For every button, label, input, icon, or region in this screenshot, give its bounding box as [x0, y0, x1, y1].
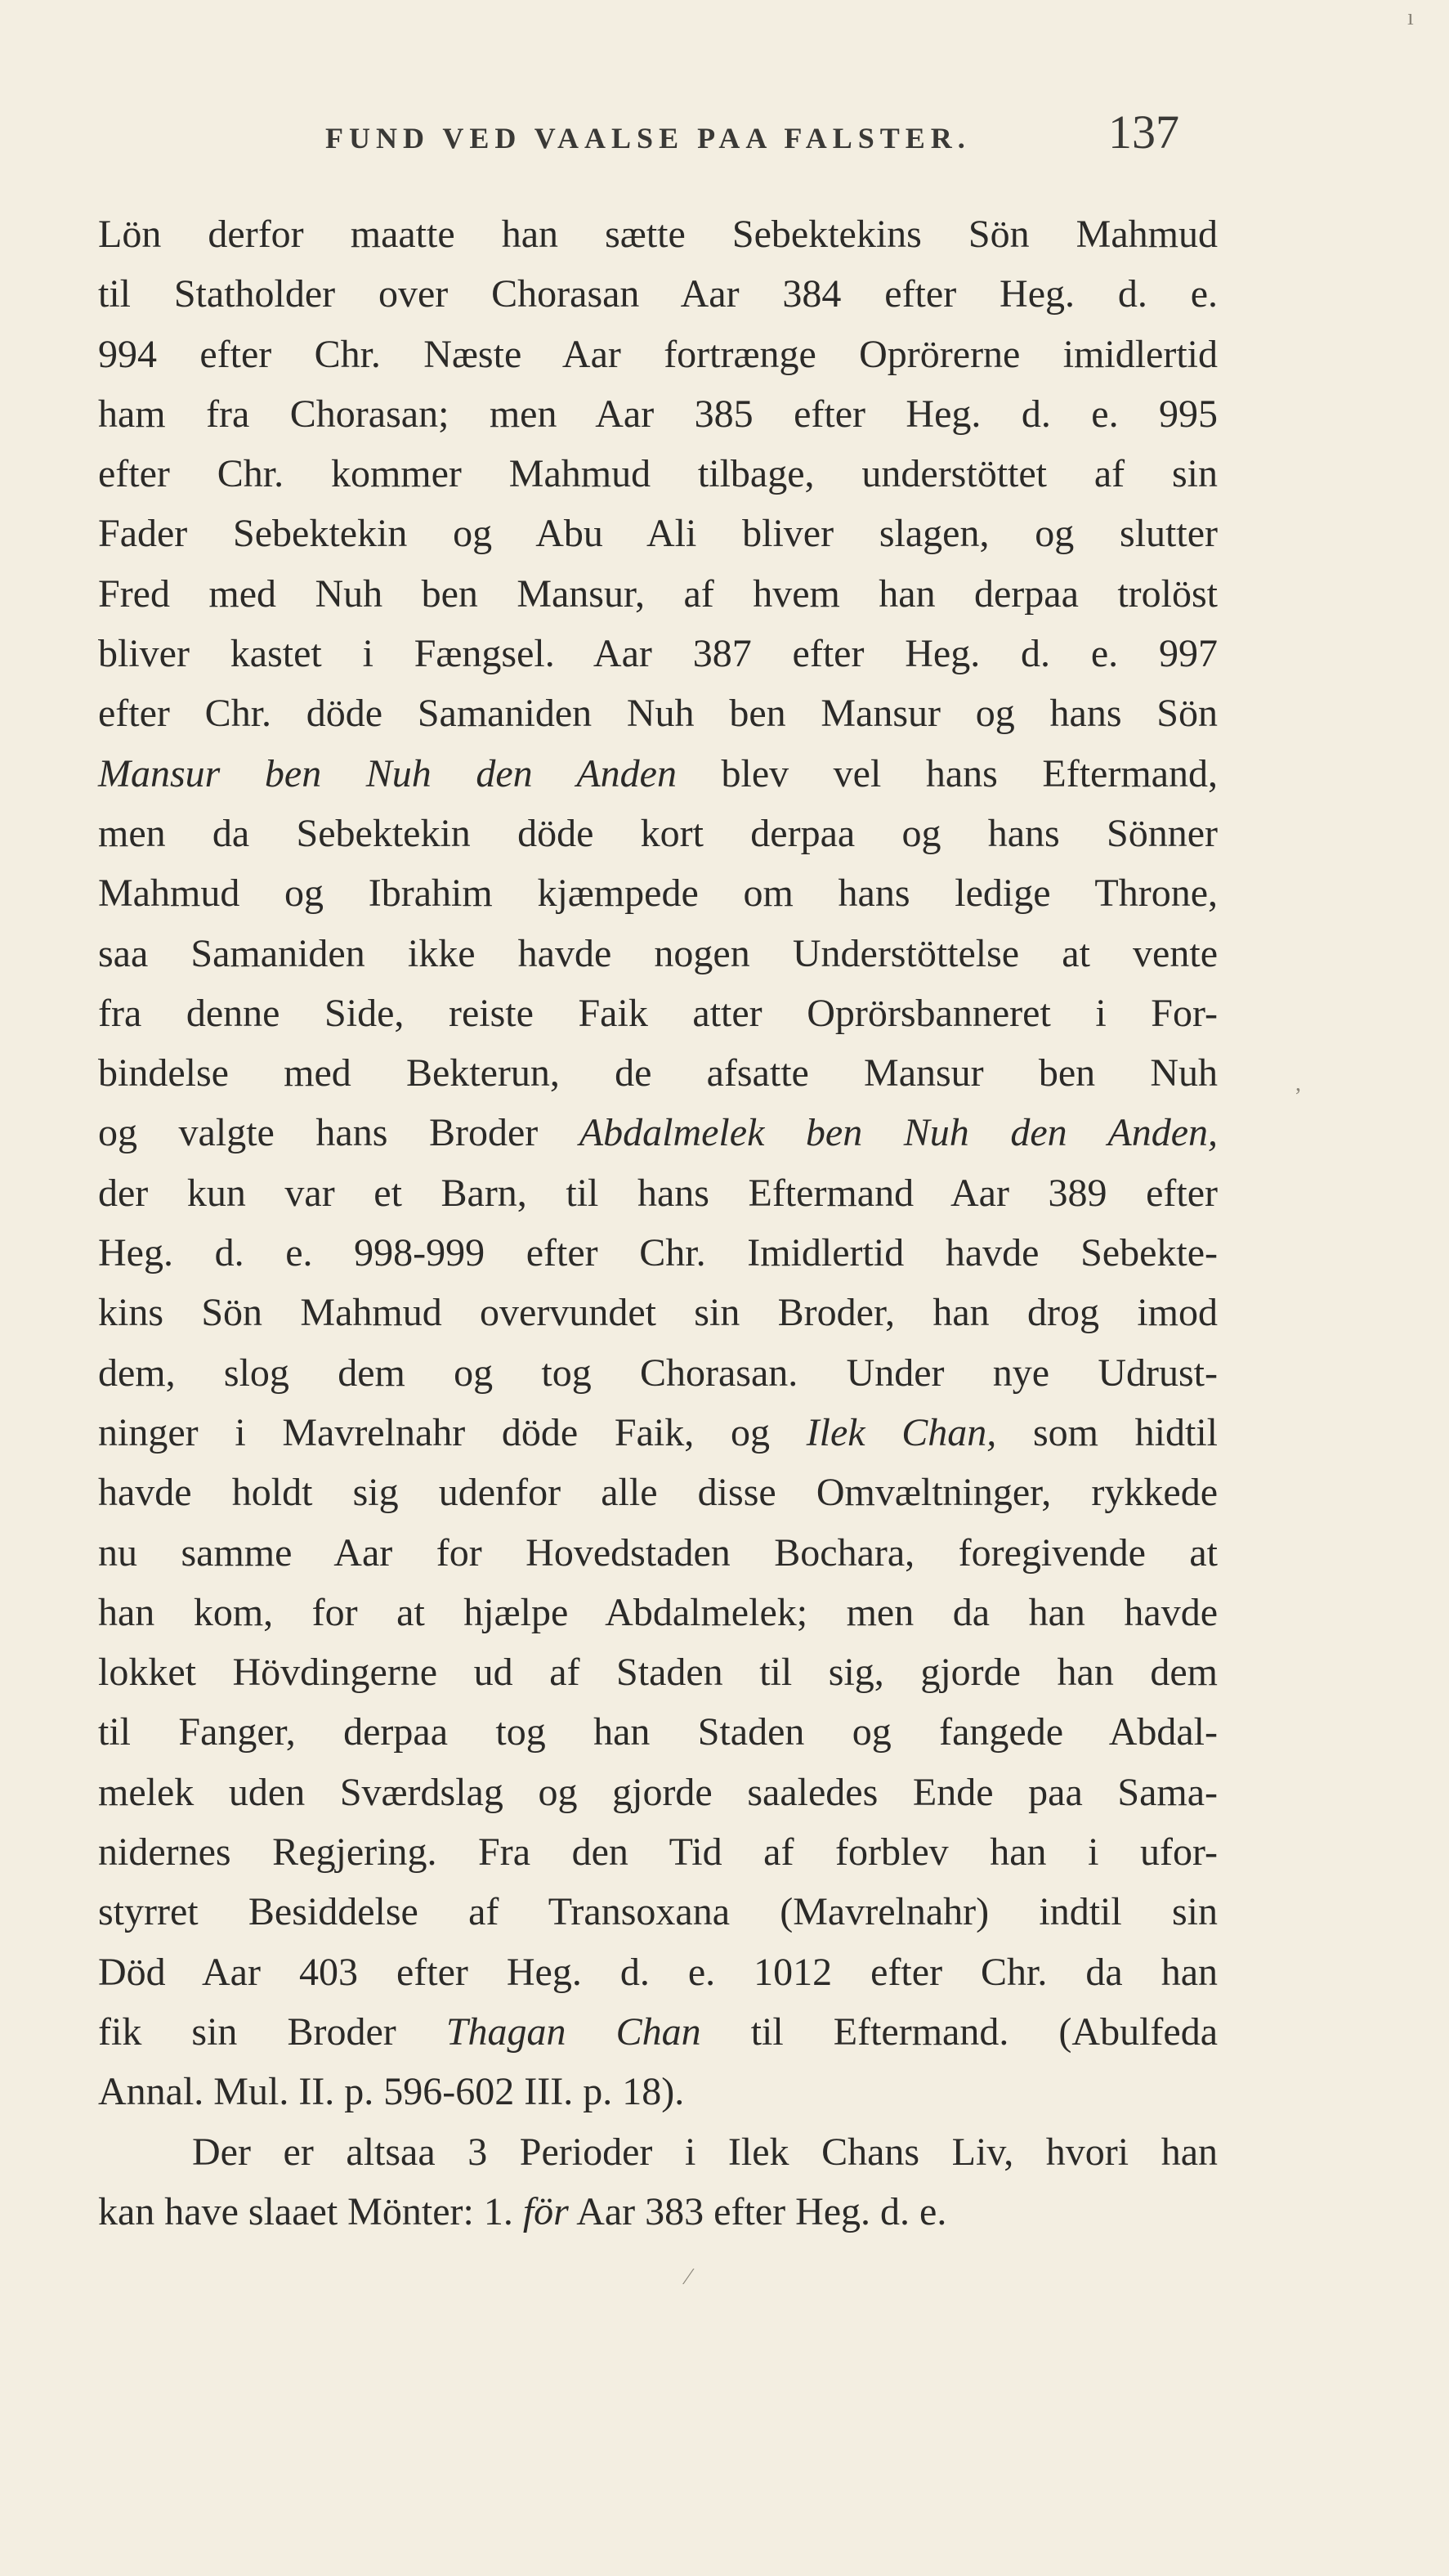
text-segment: og valgte hans Broder — [98, 1111, 579, 1155]
text-line — [98, 204, 1218, 264]
text-segment: havde holdt sig udenfor alle disse Omvæltninger, rykkede — [98, 1471, 1218, 1515]
text-segment: Mahmud og Ibrahim kjæmpede om hans ledige Throne, — [98, 871, 1218, 916]
text-line — [98, 1642, 1218, 1702]
text-segment: kan have slaaet Mönter: 1. — [98, 2189, 523, 2233]
text-segment: der kun var et Barn, til hans Eftermand Aar 389 efter — [98, 1171, 1218, 1215]
text-segment: Fader Sebektekin og Abu Ali bliver slagen, og slutter — [98, 512, 1218, 556]
text-line — [98, 804, 1218, 863]
text-segment: styrret Besiddelse af Transoxana (Mavrelnahr) indtil sin — [98, 1890, 1218, 1934]
text-line — [98, 264, 1218, 324]
text-line — [98, 444, 1218, 504]
text-segment: til Eftermand. (Abulfeda — [700, 2009, 1219, 2054]
text-line — [98, 1163, 1218, 1223]
italic-text: Ilek Chan, — [806, 1410, 997, 1454]
text-segment: fik sin Broder — [98, 2009, 446, 2054]
text-line — [98, 2122, 1218, 2182]
text-line — [98, 1343, 1218, 1403]
running-title: FUND VED VAALSE PAA FALSTER. — [325, 122, 971, 155]
text-line — [98, 1523, 1218, 1583]
text-line — [98, 564, 1218, 624]
text-segment: blev vel hans Eftermand, — [676, 751, 1218, 795]
text-segment: til Fanger, derpaa tog han Staden og fangede Abdal- — [98, 1710, 1218, 1754]
text-line — [98, 1882, 1218, 1942]
page-speck: ⁄ — [686, 2265, 691, 2290]
text-line — [98, 2002, 1218, 2062]
italic-text: Mansur ben Nuh den Anden — [98, 751, 677, 795]
text-line — [98, 1763, 1218, 1822]
text-line — [98, 2062, 1218, 2121]
text-segment: bindelse med Bekterun, de afsatte Mansur ben Nuh — [98, 1051, 1218, 1095]
text-segment: saa Samaniden ikke havde nogen Understöttelse at vente — [98, 931, 1218, 975]
text-segment: ninger i Mavrelnahr döde Faik, og — [98, 1410, 807, 1454]
text-line — [98, 1223, 1218, 1283]
text-segment: 994 efter Chr. Næste Aar fortrænge Oprörerne imidlertid — [98, 332, 1218, 376]
italic-text: Abdalmelek ben Nuh den Anden, — [579, 1111, 1218, 1155]
text-segment: Död Aar 403 efter Heg. d. e. 1012 efter Chr. da han — [98, 1950, 1218, 1994]
text-line — [98, 1283, 1218, 1342]
page-speck: ı — [1407, 5, 1414, 30]
text-segment: men da Sebektekin döde kort derpaa og hans Sönner — [98, 811, 1218, 855]
body-text — [98, 204, 1218, 2242]
text-segment: ham fra Chorasan; men Aar 385 efter Heg. d. e. 995 — [98, 392, 1218, 436]
text-segment: nidernes Regjering. Fra den Tid af forblev han i ufor- — [98, 1830, 1218, 1875]
page-speck: , — [1295, 1071, 1301, 1096]
text-segment: Lön derfor maatte han sætte Sebektekins Sön Mahmud — [98, 213, 1218, 256]
text-segment: kins Sön Mahmud overvundet sin Broder, han drog imod — [98, 1291, 1218, 1335]
text-line — [98, 2182, 1218, 2242]
text-line — [98, 384, 1218, 444]
text-line — [98, 1942, 1218, 2002]
text-line — [98, 744, 1218, 804]
text-segment: efter Chr. kommer Mahmud tilbage, understöttet af sin — [98, 452, 1218, 496]
text-segment: han kom, for at hjælpe Abdalmelek; men da han havde — [98, 1590, 1218, 1634]
text-segment: til Statholder over Chorasan Aar 384 efter Heg. d. e. — [98, 272, 1218, 316]
text-segment: melek uden Sværdslag og gjorde saaledes Ende paa Sama- — [98, 1770, 1218, 1814]
text-segment: Aar 383 efter Heg. d. e. — [568, 2189, 947, 2233]
italic-text: Thagan Chan — [445, 2009, 701, 2054]
text-segment: nu samme Aar for Hovedstaden Bochara, foregivende at — [98, 1530, 1218, 1575]
italic-text: för — [522, 2189, 569, 2233]
text-line — [98, 624, 1218, 683]
text-line — [98, 1403, 1218, 1463]
text-line — [98, 1043, 1218, 1103]
text-segment: Fred med Nuh ben Mansur, af hvem han derpaa trolöst — [98, 571, 1218, 616]
text-segment: fra denne Side, reiste Faik atter Oprörsbanneret i For- — [98, 991, 1218, 1035]
text-segment: Heg. d. e. 998-999 efter Chr. Imidlertid havde Sebekte- — [98, 1231, 1218, 1275]
text-segment: Annal. Mul. II. p. 596-602 III. p. 18). — [98, 2070, 685, 2114]
text-line — [98, 924, 1218, 983]
text-line — [98, 325, 1218, 384]
text-line — [98, 983, 1218, 1043]
page-number: 137 — [1108, 105, 1179, 159]
text-segment: dem, slog dem og tog Chorasan. Under nye Udrust- — [98, 1351, 1218, 1395]
text-line — [98, 504, 1218, 563]
text-line — [98, 683, 1218, 743]
text-line — [98, 1583, 1218, 1642]
text-segment: lokket Hövdingerne ud af Staden til sig, gjorde han dem — [98, 1651, 1218, 1695]
text-line — [98, 1702, 1218, 1762]
text-segment: bliver kastet i Fængsel. Aar 387 efter Heg. d. e. 997 — [98, 632, 1218, 676]
text-segment: som hidtil — [996, 1410, 1218, 1454]
text-segment: efter Chr. döde Samaniden Nuh ben Mansur og hans Sön — [98, 692, 1218, 736]
text-line — [98, 1103, 1218, 1163]
text-segment: Der er altsaa 3 Perioder i Ilek Chans Liv, hvori han — [192, 2130, 1218, 2174]
text-line — [98, 1463, 1218, 1522]
text-line — [98, 1822, 1218, 1882]
text-line — [98, 863, 1218, 923]
